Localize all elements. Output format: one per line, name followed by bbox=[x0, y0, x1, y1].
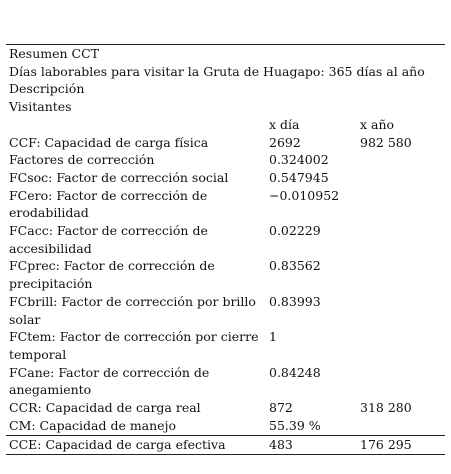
row-day-value: 1 bbox=[269, 329, 277, 345]
row-day-value: 0.84248 bbox=[269, 364, 321, 380]
row-label: FCsoc: Factor de corrección social bbox=[9, 169, 229, 185]
summary-table bbox=[6, 44, 445, 455]
row-label: FCacc: Factor de corrección de accesibilidad bbox=[9, 223, 208, 256]
row-day-value: 2692 bbox=[269, 134, 301, 150]
row-day-value: 483 bbox=[269, 437, 293, 453]
column-header-year: x año bbox=[360, 116, 395, 132]
row-day-value: 0.324002 bbox=[269, 152, 329, 168]
row-label: FCtem: Factor de corrección por cierre temporal bbox=[9, 329, 259, 362]
row-day-value: 55.39 % bbox=[269, 417, 321, 433]
table-row bbox=[6, 257, 445, 292]
row-day-value: 0.83993 bbox=[269, 293, 321, 309]
row-label: FCbrill: Factor de corrección por brillo solar bbox=[9, 293, 256, 327]
row-year-value: 982 580 bbox=[360, 134, 412, 150]
table-row bbox=[6, 134, 445, 152]
table-row bbox=[6, 399, 445, 417]
description-label: Descripción bbox=[9, 81, 85, 97]
row-label: FCero: Factor de corrección de erodabilidad bbox=[9, 187, 208, 221]
row-label: CCF: Capacidad de carga física bbox=[9, 134, 209, 150]
row-label: FCprec: Factor de corrección de precipitación bbox=[9, 258, 215, 292]
row-year-value: 318 280 bbox=[360, 400, 412, 416]
table-row bbox=[6, 293, 445, 328]
row-label: CM: Capacidad de manejo bbox=[9, 417, 176, 433]
row-label: CCR: Capacidad de carga real bbox=[9, 400, 201, 416]
row-day-value: 0.547945 bbox=[269, 169, 329, 185]
table-row bbox=[6, 169, 445, 187]
row-day-value: 0.83562 bbox=[269, 258, 321, 274]
table-row bbox=[6, 222, 445, 257]
table-row bbox=[6, 417, 445, 435]
table-row bbox=[6, 187, 445, 222]
row-day-value: −0.010952 bbox=[269, 187, 340, 203]
table-row bbox=[6, 364, 445, 399]
table-row bbox=[6, 435, 445, 455]
row-day-value: 0.02229 bbox=[269, 223, 321, 239]
table-subtitle: Días laborables para visitar la Gruta de Huagapo: 365 días al año bbox=[9, 63, 425, 79]
row-label: FCane: Factor de corrección de anegamiento bbox=[9, 364, 210, 398]
row-label: CCE: Capacidad de carga efectiva bbox=[9, 437, 226, 453]
column-header-row bbox=[6, 116, 445, 134]
column-header-day: x día bbox=[269, 116, 300, 132]
table-row bbox=[6, 328, 445, 363]
row-label: Factores de corrección bbox=[9, 152, 155, 168]
table-title: Resumen CCT bbox=[6, 44, 445, 63]
row-year-value: 176 295 bbox=[360, 437, 412, 453]
row-day-value: 872 bbox=[269, 400, 293, 416]
visitors-label: Visitantes bbox=[9, 99, 72, 115]
table-row bbox=[6, 151, 445, 169]
